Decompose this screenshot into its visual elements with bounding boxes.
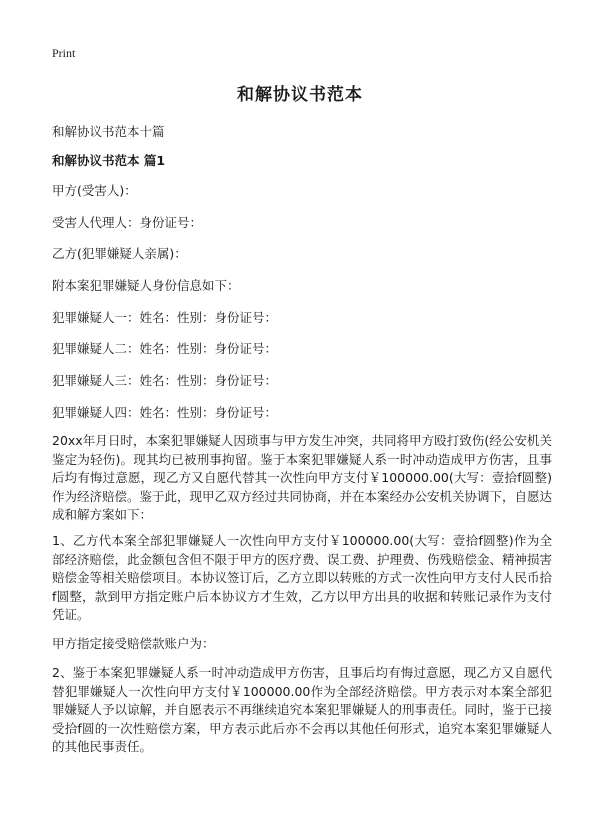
paragraph-incident: 20xx年月日时，本案犯罪嫌疑人因琐事与甲方发生冲突，共同将甲方殴打致伤(经公安机关鉴定为轻伤)。现其均已被刑事拘留。鉴于本案犯罪嫌疑人系一时冲动造成甲方伤害，且事后均有悔过意愿，现乙方又自愿代替其一次性向甲方支付￥100000.00(大写：壹拾f圆整)作为经济赔偿。鉴于此，现甲乙双方经过共同协商，并在本案经办公安机关协调下，自愿达成和解方案如下： — [52, 433, 553, 522]
suspect-2-line: 犯罪嫌疑人二：姓名：性别：身份证号： — [52, 341, 278, 356]
suspect-3-line: 犯罪嫌疑人三：姓名：性别：身份证号： — [52, 373, 278, 388]
party-a-line: 甲方(受害人)： — [52, 183, 137, 198]
paragraph-clause-2: 2、鉴于本案犯罪嫌疑人系一时冲动造成甲方伤害，且事后均有悔过意愿，现乙方又自愿代替犯罪嫌疑人一次性向甲方支付￥100000.00作为全部经济赔偿。甲方表示对本案全部犯罪嫌疑人予以谅解，并自愿表示不再继续追究本案犯罪嫌疑人的刑事责任。同时，鉴于已接受拾f圆的一次性赔偿方案，甲方表示此后亦不会再以其他任何形式，追究本案犯罪嫌疑人的其他民事责任。 — [52, 665, 553, 754]
paragraph-clause-1: 1、乙方代本案全部犯罪嫌疑人一次性向甲方支付￥100000.00(大写：壹拾f圆整)作为全部经济赔偿，此金额包含但不限于甲方的医疗费、误工费、护理费、伤残赔偿金、精神损害赔偿金等相关赔偿项目。本协议签订后，乙方立即以转账的方式一次性向甲方支付人民币拾f圆整，款到甲方指定账户后本协议方才生效，乙方以甲方出具的收据和转账记录作为支付凭证。 — [52, 533, 553, 622]
account-line: 甲方指定接受赔偿款账户为： — [52, 636, 215, 651]
document-title: 和解协议书范本 — [237, 85, 363, 105]
suspect-1-line: 犯罪嫌疑人一：姓名：性别：身份证号： — [52, 310, 278, 325]
document-subtitle: 和解协议书范本十篇 — [52, 124, 165, 139]
section-heading: 和解协议书范本 篇1 — [52, 153, 166, 168]
agent-line: 受害人代理人：身份证号： — [52, 215, 203, 230]
print-label: Print — [52, 46, 76, 60]
suspects-intro-line: 附本案犯罪嫌疑人身份信息如下： — [52, 278, 240, 293]
party-b-line: 乙方(犯罪嫌疑人亲属)： — [52, 246, 187, 261]
suspect-4-line: 犯罪嫌疑人四：姓名：性别：身份证号： — [52, 405, 278, 420]
